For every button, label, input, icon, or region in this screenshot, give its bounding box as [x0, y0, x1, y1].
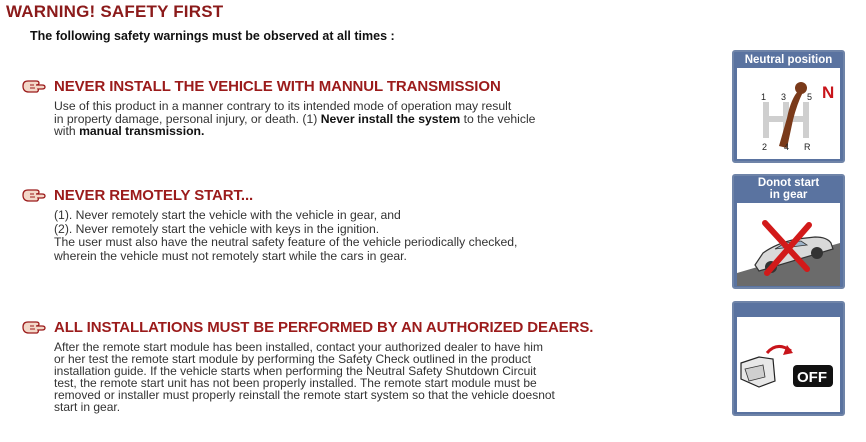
- gear-label: 3: [781, 92, 787, 102]
- ignition-off-panel: [732, 301, 845, 416]
- body-line: (1). Never remotely start the vehicle with the vehicle in gear, and: [54, 208, 401, 222]
- section-title: NEVER INSTALL THE VEHICLE WITH MANNUL TRANSMISSION: [54, 77, 501, 95]
- page-title: WARNING! SAFETY FIRST: [6, 2, 224, 21]
- body-line: (2). Never remotely start the vehicle with keys in the ignition.: [54, 221, 380, 236]
- pointing-hand-icon: [22, 318, 46, 336]
- warning-section-manual-transmission: [22, 76, 702, 138]
- ignition-key-illustration: [737, 317, 840, 412]
- gear-shifter-icon: [737, 68, 840, 159]
- gear-label: 2: [762, 142, 768, 152]
- car-on-slope-illustration: [737, 203, 840, 286]
- body-line: with: [54, 124, 80, 139]
- section-title: NEVER REMOTELY START...: [54, 186, 254, 204]
- do-not-start-in-gear-panel: [732, 174, 845, 289]
- body-emphasis: manual transmission.: [79, 124, 205, 139]
- section-body: [54, 100, 702, 138]
- neutral-position-panel: [732, 50, 845, 163]
- section-body: [54, 209, 702, 263]
- body-line: installation guide. If the vehicle starts when performing the Neutral Safety Shutdown Circuit: [54, 364, 537, 378]
- gear-shift-diagram: [737, 68, 840, 159]
- body-line: or her test the remote start module by performing the Safety Check outlined in the product: [54, 352, 531, 366]
- off-label: OFF: [797, 369, 827, 386]
- panel-title: [734, 176, 843, 203]
- body-line: in property damage, personal injury, or death. (1): [54, 111, 321, 126]
- gear-label: R: [804, 142, 811, 152]
- panel-title-line: in gear: [769, 189, 808, 201]
- body-line: test, the remote start unit has not been properly installed. The remote start module must be: [54, 376, 537, 390]
- panel-title: Neutral position: [744, 54, 833, 66]
- warning-section-remote-start: [22, 185, 702, 263]
- pointing-hand-icon: [22, 186, 46, 204]
- panel-header-bar: [734, 303, 843, 317]
- warning-section-authorized-dealers: [22, 317, 702, 413]
- body-line: wherein the vehicle must not remotely start while the cars in gear.: [54, 248, 407, 263]
- body-line: After the remote start module has been installed, contact your authorized dealer to have him: [54, 340, 543, 354]
- section-body: [54, 341, 702, 413]
- page-subtitle: The following safety warnings must be observed at all times :: [30, 29, 395, 43]
- body-emphasis: Never install the system: [320, 111, 461, 126]
- body-line: The user must also have the neutral safety feature of the vehicle periodically checked,: [54, 235, 518, 249]
- gear-label: 1: [761, 92, 767, 102]
- panel-title-line: Donot start: [757, 177, 820, 189]
- pointing-hand-icon: [22, 77, 46, 95]
- section-title: ALL INSTALLATIONS MUST BE PERFORMED BY AN AUTHORIZED DEAERS.: [54, 318, 594, 336]
- ignition-key-icon: [737, 317, 840, 412]
- gear-label: 5: [807, 92, 813, 102]
- gear-label: 4: [784, 142, 790, 152]
- body-line: start in gear.: [54, 400, 121, 414]
- body-line: removed or installer must properly reinstall the remote start system so that the vehicle doesnot: [54, 388, 555, 402]
- car-crash-icon: [737, 203, 840, 286]
- body-line: Use of this product in a manner contrary to its intended mode of operation may result: [54, 99, 512, 113]
- neutral-label: N: [822, 83, 835, 102]
- body-line: to the vehicle: [460, 111, 536, 126]
